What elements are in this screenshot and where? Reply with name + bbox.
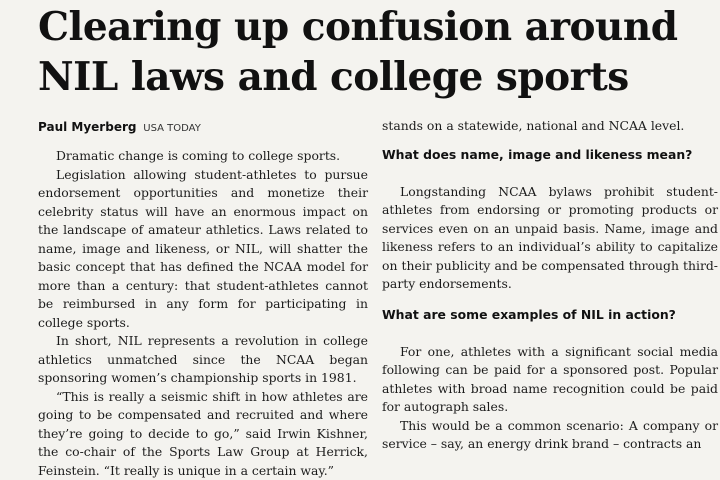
article-paragraph: This would be a common scenario: A company or service – say, an energy drink brand – contracts an <box>382 417 718 454</box>
article-paragraph: “This is really a seismic shift in how athletes are going to be compensated and recruited and where they’re going to decide to go,” said Irwin Kishner, the co-chair of the Sports Law Group at Herrick, Feinstein. “It really is unique in a certain way.” <box>38 388 368 480</box>
byline-author: Paul Myerberg <box>38 120 136 134</box>
article-paragraph: Dramatic change is coming to college sports. <box>38 147 368 166</box>
article-paragraph: Legislation allowing student-athletes to pursue endorsement opportunities and monetize their celebrity status will have an enormous impact on the landscape of amateur athletics. Laws related to name, image and likeness, or NIL, will shatter the basic concept that has defined the NCAA model for more than a century: that student-athletes cannot be reimbursed in any form for participating in college sports. <box>38 166 368 333</box>
section-heading-nil-meaning: What does name, image and likeness mean? <box>382 146 718 164</box>
headline <box>38 2 718 102</box>
byline <box>38 119 201 137</box>
article-paragraph-continuation: stands on a statewide, national and NCAA level. <box>382 117 718 136</box>
article-paragraph: Longstanding NCAA bylaws prohibit student-athletes from endorsing or promoting products or services even on an unpaid basis. Name, image and likeness refers to an individual’s ability to capitalize on their publicity and be compensated through third-party endorsements. <box>382 183 718 294</box>
section-heading-nil-examples: What are some examples of NIL in action? <box>382 306 718 324</box>
article-column-right <box>382 117 718 454</box>
byline-outlet: USA TODAY <box>143 123 201 134</box>
headline-line-1: Clearing up confusion around <box>38 2 718 52</box>
article-column-left <box>38 147 368 480</box>
headline-line-2: NIL laws and college sports <box>38 52 718 102</box>
article-paragraph: For one, athletes with a significant social media following can be paid for a sponsored post. Popular athletes with broad name recognition could be paid for autograph sales. <box>382 343 718 417</box>
article-paragraph: In short, NIL represents a revolution in college athletics unmatched since the NCAA began sponsoring women’s championship sports in 1981. <box>38 332 368 388</box>
